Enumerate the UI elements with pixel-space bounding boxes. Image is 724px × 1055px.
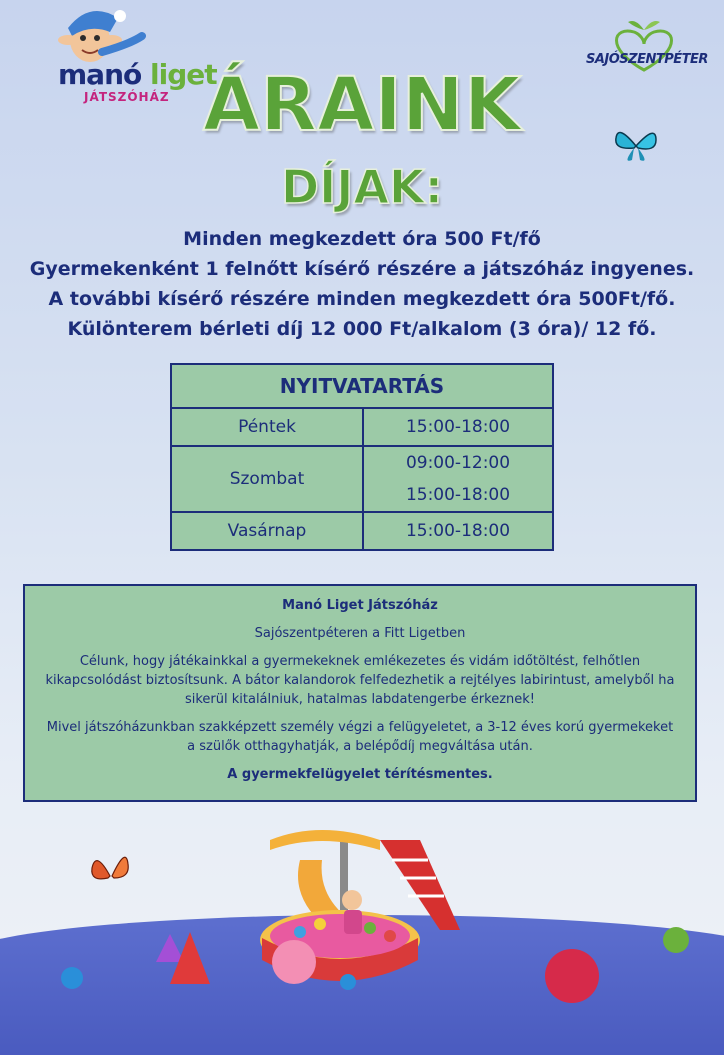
opening-hours-header: NYITVATARTÁS bbox=[171, 364, 553, 408]
ball-icon bbox=[663, 927, 689, 953]
info-closing: A gyermekfelügyelet térítésmentes. bbox=[227, 767, 493, 782]
logo-accent-word: liget bbox=[150, 58, 217, 91]
time-slot: 15:00-18:00 bbox=[405, 521, 511, 541]
page-title: ÁRAINK bbox=[202, 62, 522, 148]
playground-illustration bbox=[0, 820, 724, 1024]
info-location: Sajószentpéteren a Fitt Ligetben bbox=[254, 626, 466, 641]
ball-icon bbox=[61, 967, 83, 989]
section-title-fees: DÍJAK: bbox=[280, 160, 444, 214]
info-paragraph: Célunk, hogy játékainkkal a gyermekeknek emlékezetes és vidám időtöltést, felhőtlen kikapcsolódást biztosítsunk. A bátor kalandorok felfedezhetik a rejtélyes labirintust, amelyből ha sikerül kitalálniuk, hatalmas labdatengerbe érkeznek! bbox=[45, 654, 675, 707]
info-paragraph: Mivel játszóházunkban szakképzett személy végzi a felügyeletet, a 3-12 éves korú gyermekeket a szülők otthagyhatják, a belépődíj megváltása után. bbox=[46, 720, 674, 754]
info-box bbox=[23, 584, 697, 802]
table-header-row bbox=[171, 364, 553, 408]
town-logo-text: SAJÓSZENTPÉTER bbox=[586, 52, 708, 67]
day-cell: Szombat bbox=[171, 446, 363, 512]
day-cell: Vasárnap bbox=[171, 512, 363, 550]
table-row bbox=[171, 408, 553, 446]
logo-subtitle: JÁTSZÓHÁZ bbox=[84, 90, 170, 104]
info-name: Manó Liget Játszóház bbox=[282, 598, 438, 613]
time-slot: 15:00-18:00 bbox=[405, 485, 511, 505]
time-cell bbox=[363, 446, 553, 512]
ball-icon bbox=[545, 949, 599, 1003]
pyramid-icon bbox=[156, 934, 184, 962]
ball-icon bbox=[340, 974, 356, 990]
butterfly-orange-icon bbox=[92, 857, 128, 879]
price-line: Gyermekenként 1 felnőtt kísérő részére a játszóház ingyenes. bbox=[29, 258, 695, 280]
opening-hours-table bbox=[170, 363, 554, 551]
price-line: Különterem bérleti díj 12 000 Ft/alkalom (3 óra)/ 12 fő. bbox=[67, 318, 657, 340]
price-line: A további kísérő részére minden megkezdett óra 500Ft/fő. bbox=[48, 288, 676, 310]
ball-icon bbox=[272, 940, 316, 984]
table-row bbox=[171, 446, 553, 512]
table-row bbox=[171, 512, 553, 550]
price-list bbox=[20, 224, 704, 344]
logo-main-word: manó bbox=[58, 58, 142, 91]
day-cell: Péntek bbox=[171, 408, 363, 446]
price-line: Minden megkezdett óra 500 Ft/fő bbox=[183, 228, 541, 250]
time-slot: 15:00-18:00 bbox=[405, 417, 511, 437]
time-cell bbox=[363, 408, 553, 446]
time-slot: 09:00-12:00 bbox=[405, 453, 511, 473]
time-cell bbox=[363, 512, 553, 550]
